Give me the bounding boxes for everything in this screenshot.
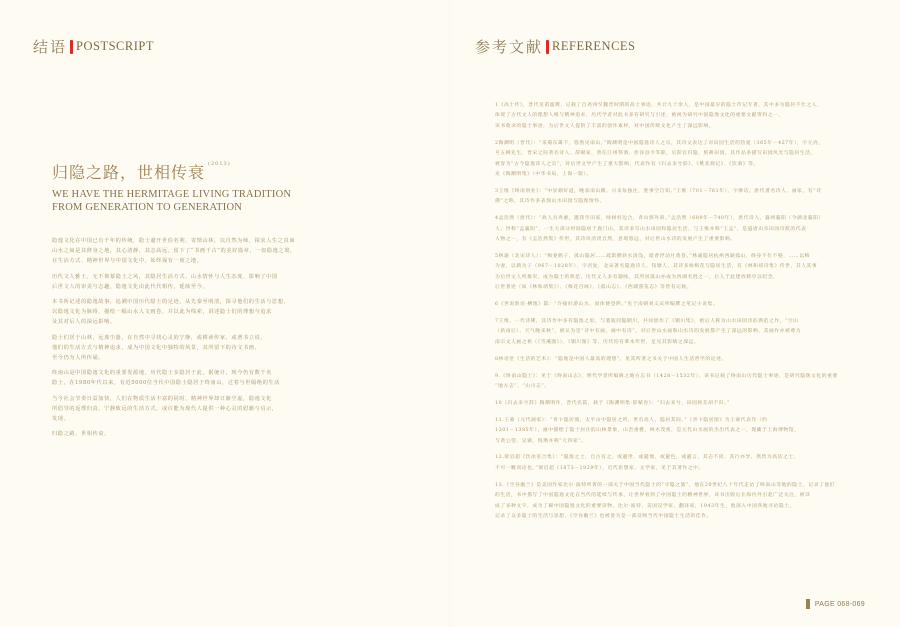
text-line: “地方志”、“山川志”。 — [495, 383, 550, 389]
paragraph — [52, 236, 322, 267]
section-header-postscript — [33, 36, 154, 57]
text-line: 至今仍为人所传诵。 — [52, 355, 105, 362]
text-line: 1301－1385年），画中描绘了隐士居住的山林景象，山峦重叠，林木茂密，是元代山水画的杰出代表之一，现藏于上海博物馆， — [495, 428, 800, 434]
text-line: 成了多种文字，成为了解中国隐逸文化的重要读物，比尔·波特，美国汉学家，翻译家，1943年生，他深入中国各地寻访隐士， — [495, 503, 795, 509]
paragraph — [52, 394, 322, 425]
text-line: 7王维，一代诗佛，其诗作中多有隐逸之思，与裴迪同隐辋川，共同创作了《辋川集》，被后人称为山水田园诗的典范之作，“空山 — [495, 318, 799, 324]
footer-bar-mark — [806, 599, 810, 609]
postscript-body — [52, 236, 322, 444]
text-line: 南宗文人画之祖（《雪溪图》）、《辋川图》等，历代均有摹本传世，足见其影响之深远。 — [495, 339, 700, 345]
text-line: 人物之一，有《孟浩然集》传世，其诗风清淡自然，意境悠远，对后世山水诗的发展产生了重要影响。 — [495, 236, 736, 242]
reference-item — [495, 252, 855, 294]
text-line: 隐士，在1980年代以来，有近5000位当代中国隐士隐居于终南山，过着与世隔绝的生活 — [52, 380, 280, 387]
article-title-superscript: (2013) — [208, 161, 231, 167]
text-line: 终南山是中国隐逸文化的重要发源地，历代隐士多隐居于此，据统计，现今仍有数千名 — [52, 370, 272, 377]
text-line: 山水之间是其修身之地，其心清静，其志高远，留下了“书画千古”的美好篇章，一如隐逸之境， — [52, 248, 296, 255]
paragraph — [52, 297, 322, 328]
text-line: 体现了古代文人的理想人格与精神追求，历代学者对此书多有研究与引述，被视为研究中国隐逸文化的重要文献资料之一， — [495, 113, 784, 119]
closing-line — [52, 429, 322, 439]
article-title-block — [52, 160, 352, 214]
text-line: 1《高士传》，晋代皇甫谧撰，记载了自尧舜至魏晋时期的高士事迹，共计九十余人，是中国最早的隐士传记专著，其中多为隐居不仕之人， — [495, 103, 823, 108]
text-line: 12.梁启超《饮冰室合集》：“隐逸之士，自古有之，或避世，或避地，或避色，或避言，其志不同，其行亦异，然皆为高洁之士， — [495, 455, 799, 461]
reference-item — [495, 214, 855, 245]
text-line: 被誉为“古今隐逸诗人之宗”，对后世文学产生了重大影响，代表作有《归去来兮辞》、《桃花源记》、《饮酒》等。 — [495, 161, 759, 167]
page-number: PAGE 068-069 — [814, 600, 865, 608]
section-title-en: POSTSCRIPT — [76, 39, 154, 53]
reference-item — [495, 355, 855, 365]
article-title-en-line: FROM GENERATION TO GENERATION — [52, 202, 243, 213]
red-accent-mark — [546, 40, 549, 54]
article-title-en-line: WE HAVE THE HERMITAGE LIVING TRADITION — [52, 189, 292, 200]
text-line: 为妻，以鹤为子（967－1028年），字君复，北宋著名隐逸诗人，钱塘人，其诗多咏梅花与隐居生活，有《林和靖诗集》传世，其人其事 — [495, 264, 818, 270]
text-line: 与黄公望、吴镇、倪瓒并称“元四家”。 — [495, 438, 587, 444]
text-line: 发现。 — [52, 416, 70, 423]
reference-item — [495, 300, 855, 310]
text-line: 及其对后人的深远影响。 — [52, 319, 116, 326]
text-line: 佛”之称，其诗作多表现山水田园与隐逸情怀。 — [495, 199, 605, 205]
text-line: 所倡导的返璞归真、宁静致远的生活方式，或许能为现代人提供一种心灵的慰藉与启示， — [52, 405, 278, 412]
text-line: 他们的生活方式与精神追求，成为中国文化中独特的风景，其所留下的诗文书画， — [52, 344, 261, 351]
text-line: 以隐逸文化为脉络，描绘一幅山水人文画卷，并以此为线索，讲述隐士们的理想与追求 — [52, 309, 272, 316]
text-line: 当今社会节奏日益加快，人们在物质生活丰富的同时，精神世界却日渐空虚，隐逸文化 — [52, 395, 272, 402]
text-line: 为后世文人所推崇，成为隐士的典范，历代文人多有题咏，其所居孤山亦成为西湖名胜之一，后人于此建放鹤亭以纪念， — [495, 274, 779, 280]
text-line: 8林语堂《生活的艺术》：“隐逸是中国人最高的理想”，见其所著之书关于中国人生活哲学的论述。 — [495, 356, 727, 362]
text-line: 2陶渊明（晋代）：“采菊东篱下，悠然见南山。”陶渊明是中国隐逸诗人之宗，其诗文表达了对田园生活的热爱（365年－427年），字元亮， — [495, 140, 824, 146]
text-line: 归隐之路，世相传衰。 — [52, 431, 110, 438]
reference-item — [495, 416, 855, 447]
references-list — [495, 101, 855, 529]
section-title-cn: 结语 — [33, 38, 68, 56]
text-line: 本书所记述的隐逸故事，追溯中国历代隐士的足迹，从先秦至明清，探寻他们的生活与思想， — [52, 299, 290, 306]
text-line: 不可一概而论也。”梁启超（1873－1929年），近代思想家，文学家，见于其著作之中。 — [495, 465, 704, 471]
text-line: 后世著述（如《林和靖集》）、《梅花百咏》、《孤山志》、《西湖游览志》等皆有记载。 — [495, 285, 693, 291]
text-line: 人，世称“孟襄阳”，一生大部分时间隐居于鹿门山，其诗多写山水田园和隐居生活，与王维并称“王孟”，是盛唐山水田园诗派的代表 — [495, 226, 807, 232]
text-line: 5林逋（北宋诗人）：“梅妻鹤子，孤山隐居……疏影横斜水清浅，暗香浮动月黄昏。”林逋隐居杭州西湖孤山，终身不仕不娶，……以梅 — [495, 253, 810, 259]
paragraph — [52, 368, 322, 388]
text-line: 历代文人雅士，无不仰慕隐士之风，其隐居生活方式、山水情怀与人生态度，影响了中国 — [52, 273, 278, 280]
page-footer — [806, 599, 865, 609]
article-title-en — [52, 188, 352, 214]
text-line: 3王维《终南别业》：“中岁颇好道，晚家南山陲。兴来每独往，胜事空自知。”王维（701－761年），字摩诘，唐代著名诗人、画家，有“诗 — [495, 188, 822, 194]
text-line: 见《陶渊明集》（中华书局，上海一版）。 — [495, 171, 592, 177]
reference-item — [495, 453, 855, 474]
text-line: 隐士们居于山林，远离尘嚣，在自然中寻找心灵的宁静，或耕读传家，或著书立说， — [52, 334, 267, 341]
text-line: 记录了众多隐士的生活与思想，《空谷幽兰》也被誉为是一部反映当代中国隐士生活的佳作。 — [495, 514, 712, 519]
text-line: 该书收录的隐士事迹，为后世文人提供了丰富的创作素材，对中国传统文化产生了深远影响。 — [495, 123, 715, 129]
red-accent-mark — [70, 40, 73, 54]
text-line: 号五柳先生，晋宋之际著名诗人、辞赋家，曾任江州祭酒、彭泽县令等职，后辞官归隐，躬耕田园，其作品多描写田园风光与隐居生活， — [495, 151, 816, 157]
text-line: 10《归去来兮辞》陶渊明作，晋代名篇，载于《陶渊明集·辞赋卷》：“归去来兮，田园将芜胡不归。” — [495, 400, 731, 406]
article-title-cn — [52, 160, 352, 183]
reference-item — [495, 372, 855, 393]
article-title-cn-text: 归隐之路，世相传衰 — [52, 163, 206, 182]
text-line: 6《世说新语·栖逸》篇：“许掾好游山水，而体便登陟。”见于南朝刘义庆所编撰之笔记小说集。 — [495, 302, 719, 307]
text-line: 的生活，书中描写了中国隐逸文化在当代的延续与传承，让世界看到了中国隐士的精神世界，该书出版后在海内外引起广泛关注，被译 — [495, 493, 811, 499]
reference-item — [495, 101, 855, 132]
text-line: 隐逸文化在中国已有千年的传统，隐士避开世俗名利，寄情山林，以自然为师，探求人生之真谛 — [52, 238, 296, 244]
paragraph — [52, 272, 322, 292]
right-page — [450, 0, 900, 627]
section-title-en: REFERENCES — [552, 39, 636, 53]
reference-item — [495, 481, 855, 523]
reference-item — [495, 187, 855, 208]
section-header-references — [475, 36, 636, 57]
text-line: （新雨后），天气晚来秋”，被认为是“诗中有画，画中有诗”，对后世山水画和山水诗的发展都产生了深远的影响，其画作亦被尊为 — [495, 329, 802, 335]
text-line: 13.《空谷幽兰》是美国作家比尔·波特所著的一部关于中国当代隐士的“寻隐之旅”，他在20世纪八十年代走访了终南山等地的隐士，记录了他们 — [495, 482, 836, 488]
text-line: 9.《终南山隐士》：见于《终南山志》，明代学者所编修之地方志书（1428－1532年），该书记载了终南山历代隐士事迹，是研究隐逸文化的重要 — [495, 373, 838, 379]
section-title-cn: 参考文献 — [475, 38, 544, 56]
reference-item — [495, 317, 855, 348]
text-line: 4孟浩然（唐代）：“故人具鸡黍，邀我至田家，绿树村边合，青山郭外斜。”孟浩然（689年－740年），唐代诗人，襄州襄阳（今湖北襄阳） — [495, 216, 824, 222]
text-line: 11.王蒙（元代画家）：“青卞隐居图，太平山中隐居之所，世有高人，隐居其间。”《青卞隐居图》为王蒙代表作（约 — [495, 417, 768, 423]
text-line: 在生活方式、精神世界与中国文化中，始终保有一席之地。 — [52, 258, 203, 265]
reference-item — [495, 139, 855, 181]
reference-item — [495, 399, 855, 409]
paragraph — [52, 333, 322, 364]
text-line: 后世文人的审美与志趣，隐逸文化由此代代相传，延续至今。 — [52, 283, 209, 290]
